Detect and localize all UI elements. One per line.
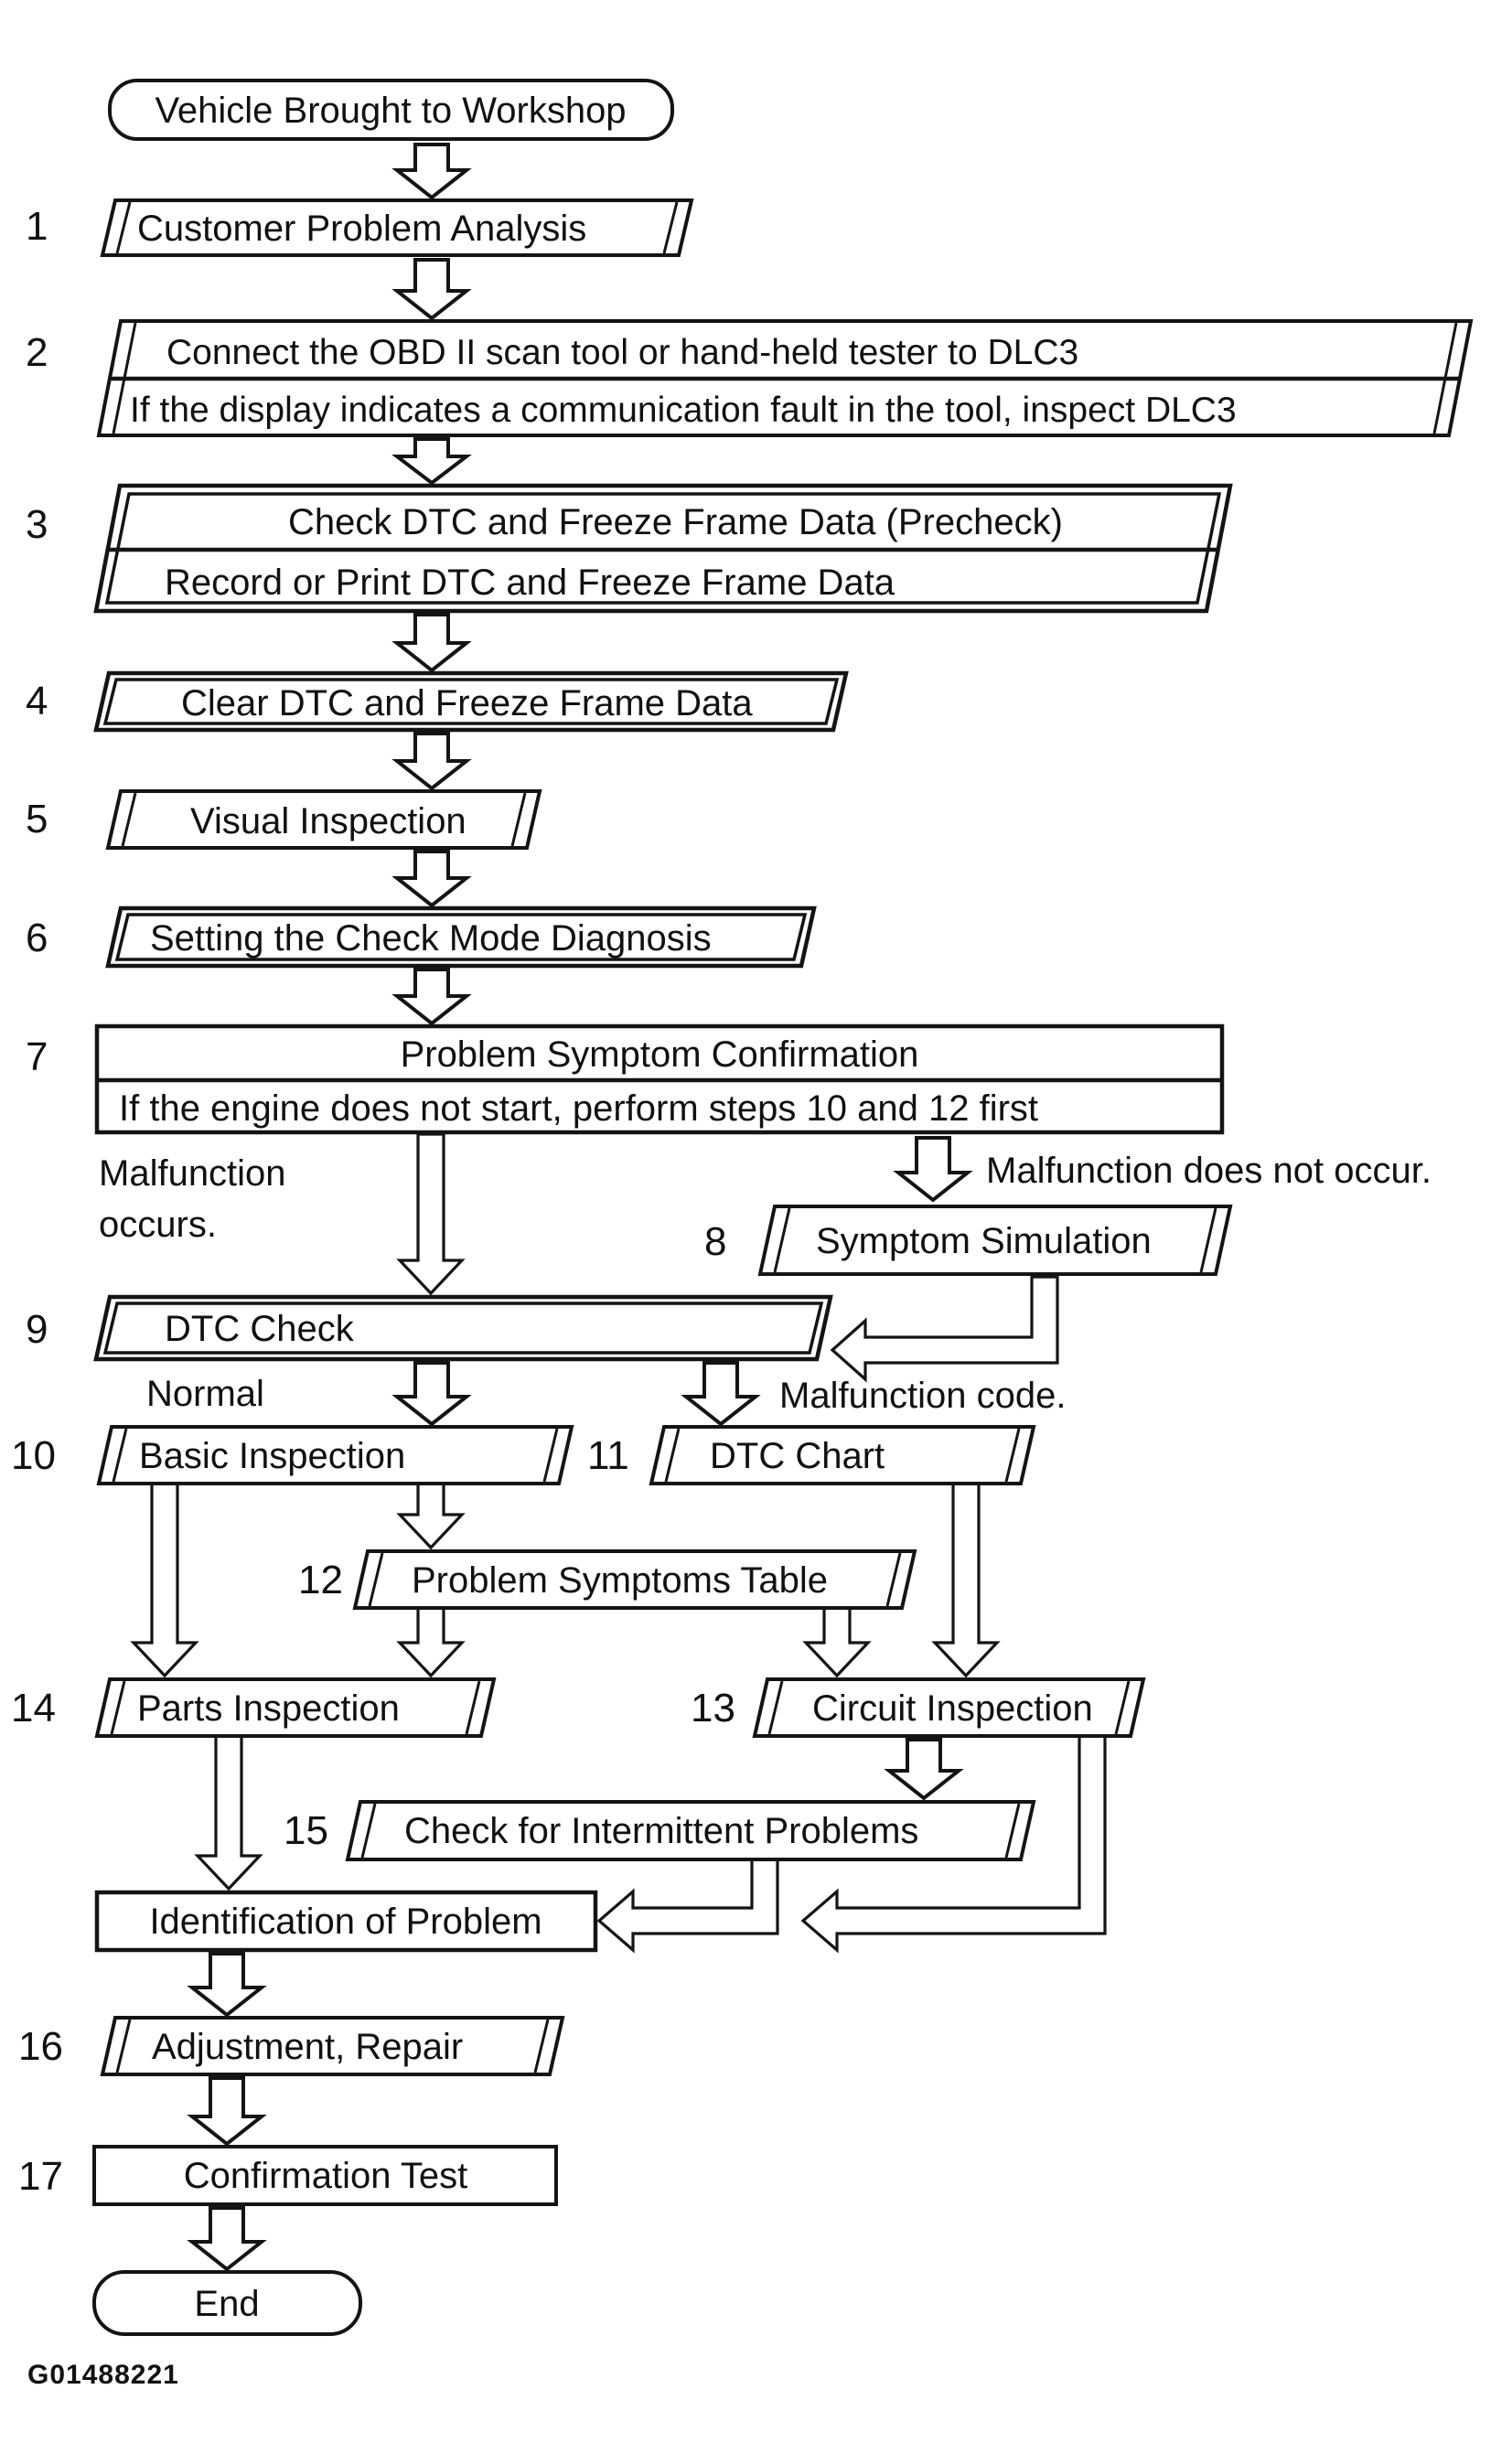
start-label: Vehicle Brought to Workshop [155,91,627,131]
malfunction-occurs-label-line2: occurs. [99,1205,217,1245]
step8-number: 8 [704,1219,727,1264]
step6-label: Setting the Check Mode Diagnosis [150,918,712,959]
node-step12 [298,1551,915,1608]
node-step15 [284,1802,1034,1859]
step4-label: Clear DTC and Freeze Frame Data [181,683,753,723]
step5-label: Visual Inspection [190,801,466,841]
step2-line2: If the display indicates a communication fault in the tool, inspect DLC3 [130,391,1237,430]
step12-label: Problem Symptoms Table [412,1560,828,1601]
step17-number: 17 [18,2154,63,2199]
step3-number: 3 [26,502,48,547]
node-start [110,80,672,139]
step17-label: Confirmation Test [183,2156,468,2196]
step3-line1: Check DTC and Freeze Frame Data (Precheck) [288,502,1063,542]
node-step7 [26,1026,1222,1132]
step4-number: 4 [26,679,48,723]
malfunction-occurs-label-line1: Malfunction [99,1153,286,1194]
node-step17 [18,2147,556,2204]
step7-line2: If the engine does not start, perform steps 10 and 12 first [119,1088,1039,1129]
step10-number: 10 [11,1433,56,1478]
step6-number: 6 [26,916,48,960]
step1-label: Customer Problem Analysis [137,209,587,249]
step8-label: Symptom Simulation [816,1221,1152,1261]
step3-line2: Record or Print DTC and Freeze Frame Data [165,563,895,603]
step7-line1: Problem Symptom Confirmation [400,1034,919,1075]
step13-number: 13 [691,1686,735,1730]
step11-label: DTC Chart [710,1436,885,1476]
identification-label: Identification of Problem [149,1902,542,1942]
step16-label: Adjustment, Repair [152,2027,464,2067]
step14-label: Parts Inspection [137,1688,400,1729]
step1-number: 1 [26,204,48,249]
step9-label: DTC Check [165,1309,354,1349]
step2-number: 2 [26,330,48,375]
node-identification [97,1892,595,1950]
node-step8 [704,1206,1230,1274]
node-step1 [26,200,692,255]
figure-code: G01488221 [27,2360,179,2390]
node-step6 [26,908,814,966]
step14-number: 14 [11,1686,56,1730]
normal-label: Normal [146,1374,264,1414]
step15-label: Check for Intermittent Problems [404,1811,919,1851]
step16-number: 16 [18,2024,63,2069]
step5-number: 5 [26,797,48,841]
step10-label: Basic Inspection [139,1436,406,1476]
step2-line1: Connect the OBD II scan tool or hand-held tester to DLC3 [166,333,1079,372]
step7-number: 7 [26,1034,48,1079]
malfunction-not-occur-label: Malfunction does not occur. [986,1151,1432,1191]
node-step4 [26,673,846,730]
step12-number: 12 [298,1558,343,1602]
step11-number: 11 [587,1433,629,1478]
step15-number: 15 [284,1808,328,1853]
node-step9 [26,1297,831,1359]
node-end [94,2272,360,2334]
node-step3 [26,486,1230,611]
step13-label: Circuit Inspection [812,1688,1093,1729]
malfunction-code-label: Malfunction code. [779,1376,1067,1416]
end-label: End [194,2284,260,2324]
node-step2 [26,321,1471,435]
step9-number: 9 [26,1307,48,1352]
